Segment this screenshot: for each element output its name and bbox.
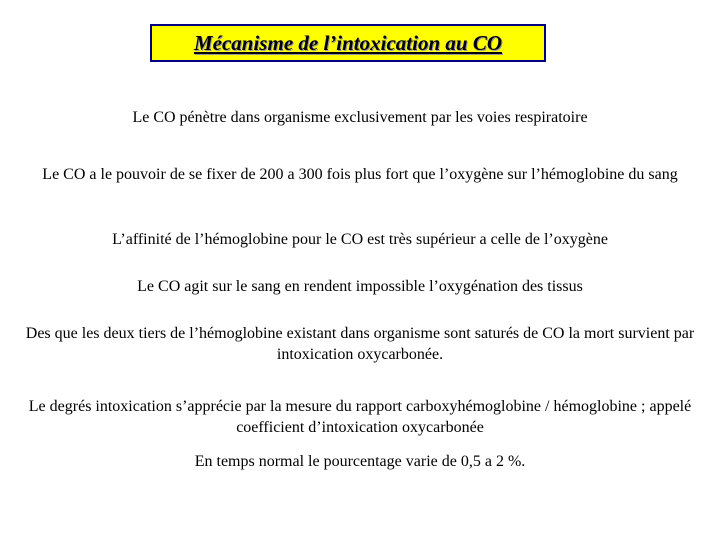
- paragraph-death-threshold: Des que les deux tiers de l’hémoglobine existant dans organisme sont saturés de CO la mort survient par intoxication oxycarbonée.: [25, 325, 695, 363]
- paragraph-normal-percentage: En temps normal le pourcentage varie de 0,5 a 2 %.: [194, 453, 526, 470]
- paragraph-co-entry: Le CO pénètre dans organisme exclusivement par les voies respiratoire: [132, 109, 588, 126]
- paragraph-intoxication-coefficient: Le degrés intoxication s’apprécie par la mesure du rapport carboxyhémoglobine / hémoglobine ; appelé coefficient d’intoxication oxycarbonée: [28, 398, 692, 436]
- paragraph-co-fixation: Le CO a le pouvoir de se fixer de 200 a 300 fois plus fort que l’oxygène sur l’hémoglobine du sang: [42, 166, 678, 183]
- page-title: Mécanisme de l’intoxication au CO: [193, 30, 502, 55]
- paragraph-affinity: L’affinité de l’hémoglobine pour le CO est très supérieur a celle de l’oxygène: [112, 231, 608, 248]
- paragraph-oxygenation: Le CO agit sur le sang en rendent impossible l’oxygénation des tissus: [137, 278, 583, 295]
- title-box: [150, 24, 546, 62]
